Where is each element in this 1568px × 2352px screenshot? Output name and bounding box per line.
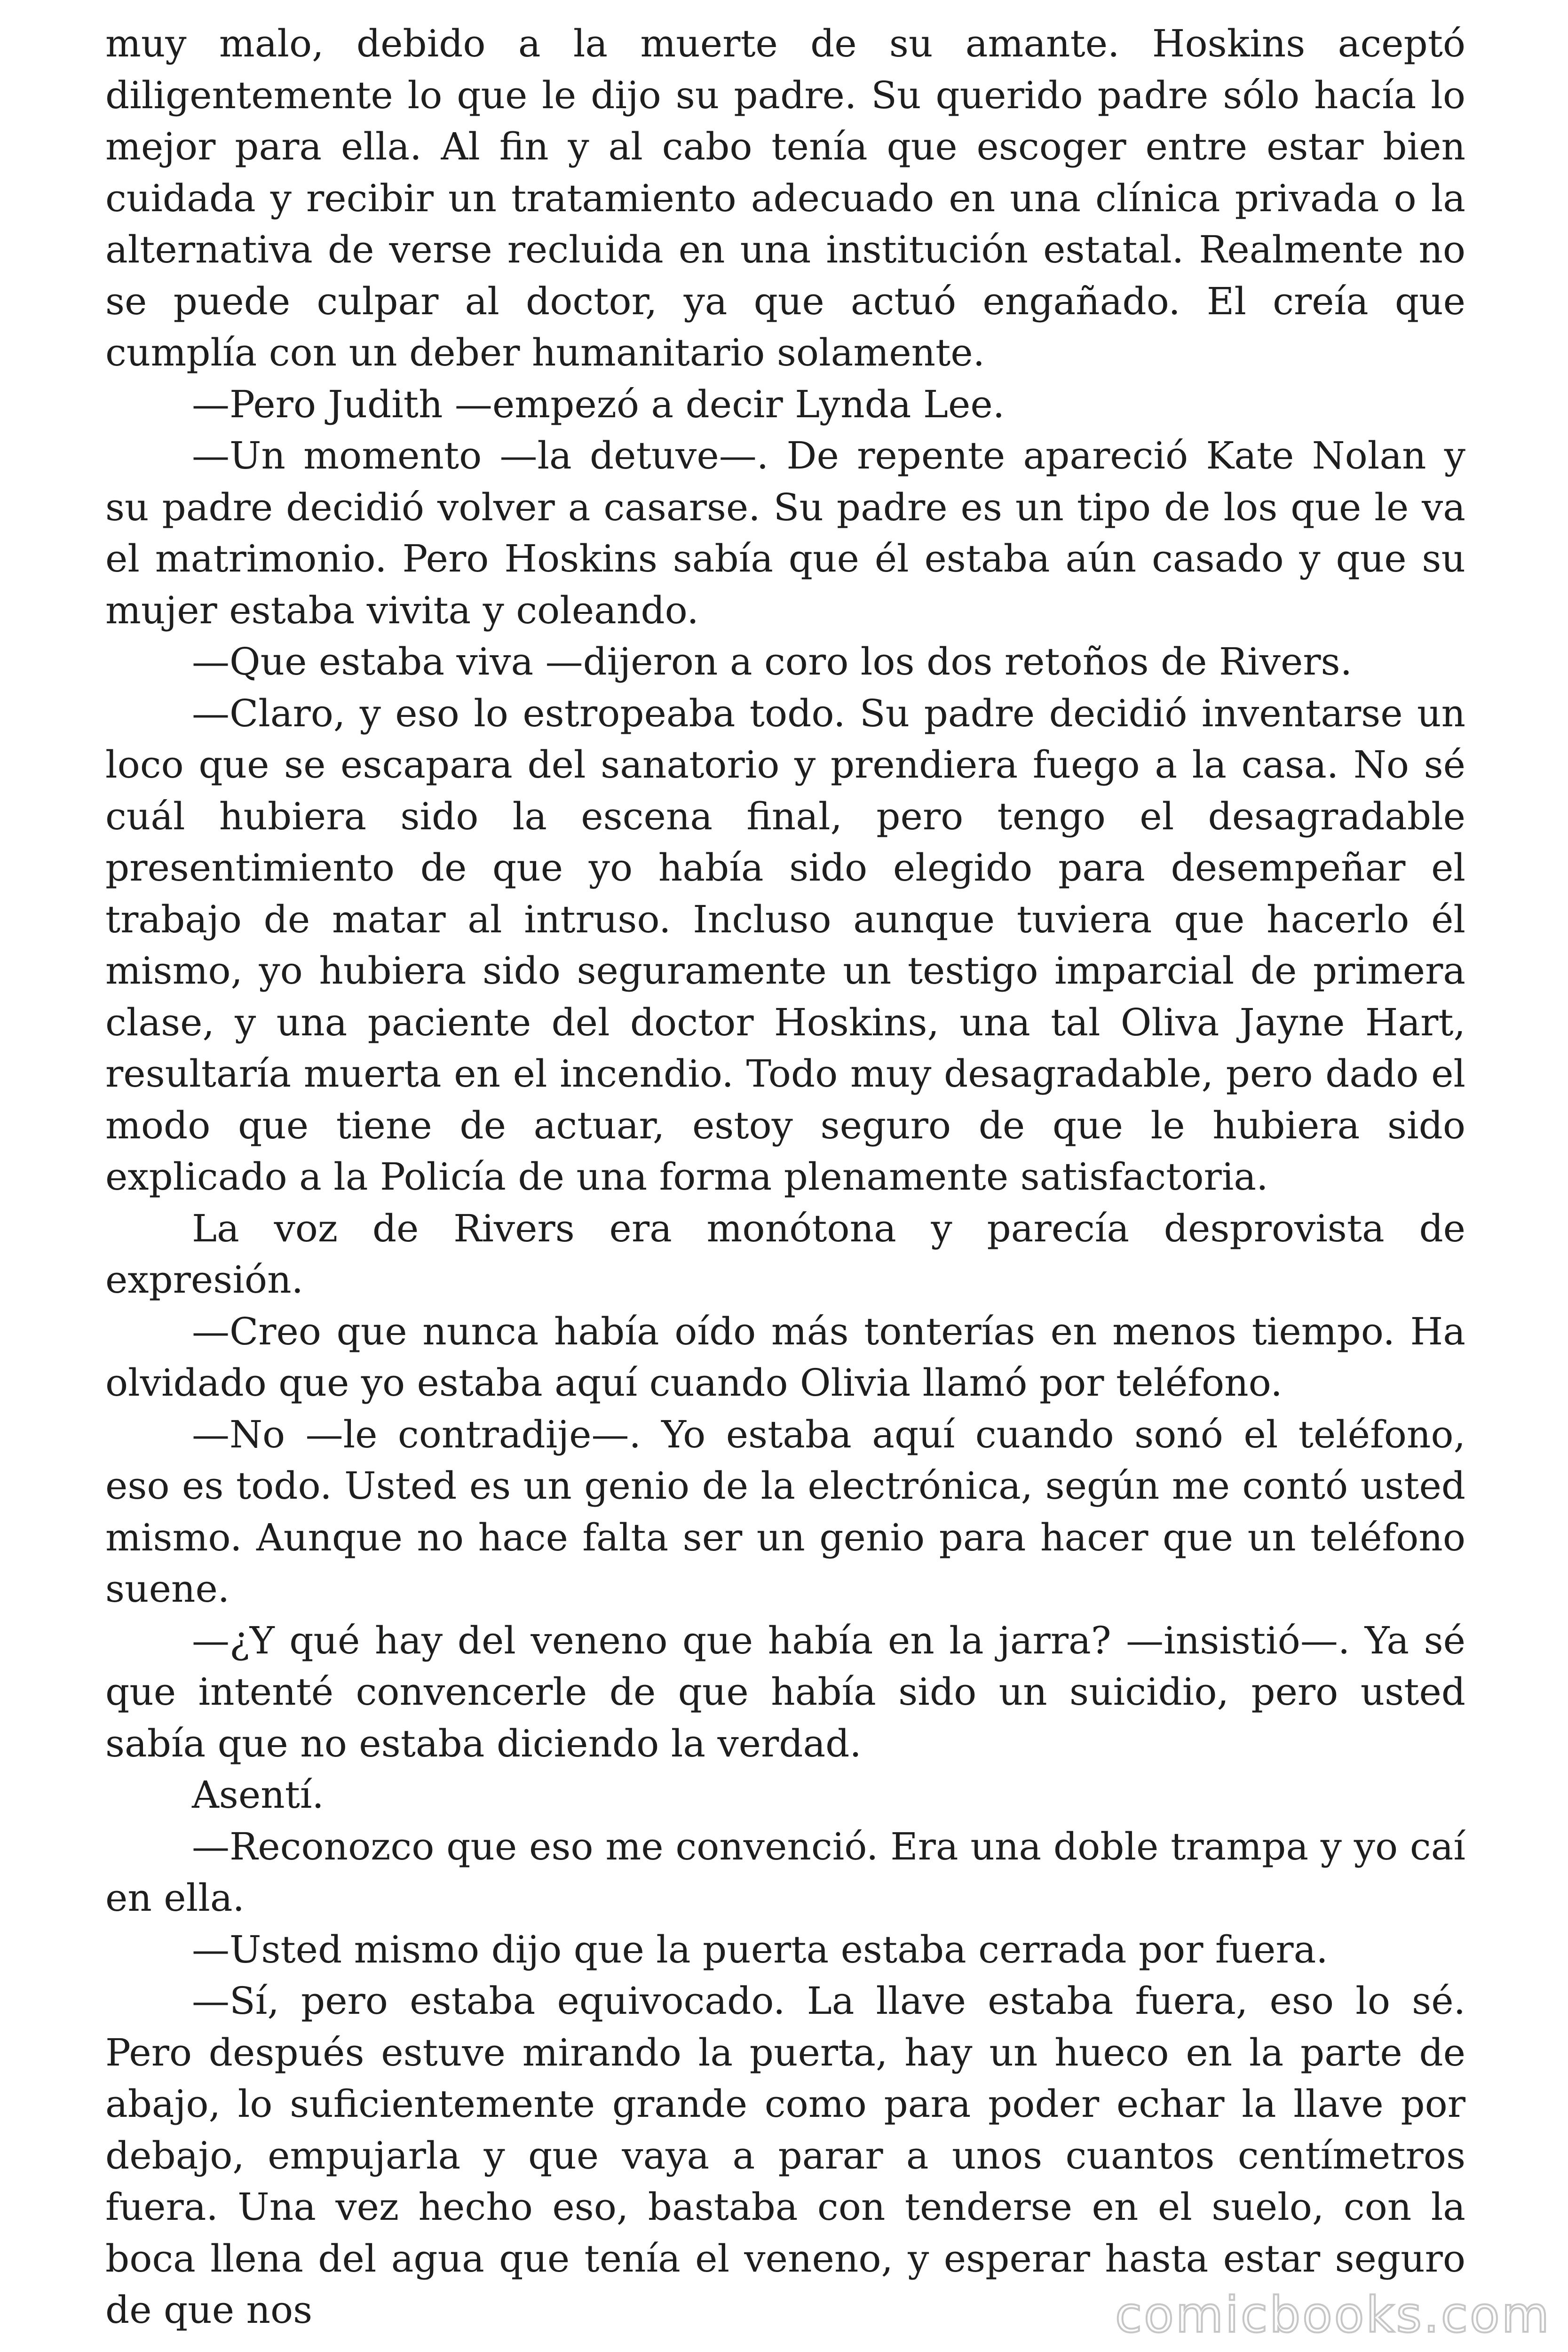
watermark-logo: comicbooks.com xyxy=(1115,2286,1551,2344)
paragraph-7: —Creo que nunca había oído más tonterías en menos tiempo. Ha olvidado que yo estaba aquí cuando Olivia llamó por teléfono. xyxy=(105,1309,1465,1405)
paragraph-13: —Sí, pero estaba equivocado. La llave estaba fuera, eso lo sé. Pero después estuve mirando la puerta, hay un hueco en la parte de abajo, lo suficientemente grande como para poder echar la llave por debajo, empujarla y que vaya a parar a unos cuantos centímetros fuera. Una vez hecho eso, bastaba con tenderse en el suelo, con la boca llena del agua que tenía el veneno, y esperar hasta estar seguro de que nos xyxy=(105,1979,1465,2332)
paragraph-3: —Un momento —la detuve—. De repente apareció Kate Nolan y su padre decidió volver a casarse. Su padre es un tipo de los que le va el matrimonio. Pero Hoskins sabía que él estaba aún casado y que su mujer estaba vivita y coleando. xyxy=(105,434,1465,632)
paragraph-5: —Claro, y eso lo estropeaba todo. Su padre decidió inventarse un loco que se escapara del sanatorio y prendiera fuego a la casa. No sé cuál hubiera sido la escena final, pero tengo el desagradable presentimiento de que yo había sido elegido para desempeñar el trabajo de matar al intruso. Incluso aunque tuviera que hacerlo él mismo, yo hubiera sido seguramente un testigo imparcial de primera clase, y una paciente del doctor Hoskins, una tal Oliva Jayne Hart, resultaría muerta en el incendio. Todo muy desagradable, pero dado el modo que tiene de actuar, estoy seguro de que le hubiera sido explicado a la Policía de una forma plenamente satisfactoria. xyxy=(105,691,1465,1199)
paragraph-10: Asentí. xyxy=(192,1773,324,1817)
paragraph-9: —¿Y qué hay del veneno que había en la jarra? —insistió—. Ya sé que intenté convencerle de que había sido un suicidio, pero usted sabía que no estaba diciendo la verdad. xyxy=(105,1618,1465,1765)
paragraph-11: —Reconozco que eso me convenció. Era una doble trampa y yo caí en ella. xyxy=(105,1824,1465,1920)
paragraph-2: —Pero Judith —empezó a decir Lynda Lee. xyxy=(192,382,1005,426)
paragraph-6: La voz de Rivers era monótona y parecía desprovista de expresión. xyxy=(105,1206,1465,1302)
paragraph-4: —Que estaba viva —dijeron a coro los dos retoños de Rivers. xyxy=(192,640,1353,683)
paragraph-12: —Usted mismo dijo que la puerta estaba cerrada por fuera. xyxy=(192,1927,1328,1971)
book-page-text xyxy=(105,18,1465,2336)
paragraph-1: muy malo, debido a la muerte de su amante. Hoskins aceptó diligentemente lo que le dijo su padre. Su querido padre sólo hacía lo mejor para ella. Al fin y al cabo tenía que escoger entre estar bien cuidada y recibir un tratamiento adecuado en una clínica privada o la alternativa de verse recluida en una institución estatal. Realmente no se puede culpar al doctor, ya que actuó engañado. El creía que cumplía con un deber humanitario solamente. xyxy=(105,22,1465,374)
paragraph-8: —No —le contradije—. Yo estaba aquí cuando sonó el teléfono, eso es todo. Usted es un genio de la electrónica, según me contó usted mismo. Aunque no hace falta ser un genio para hacer que un teléfono suene. xyxy=(105,1412,1465,1611)
